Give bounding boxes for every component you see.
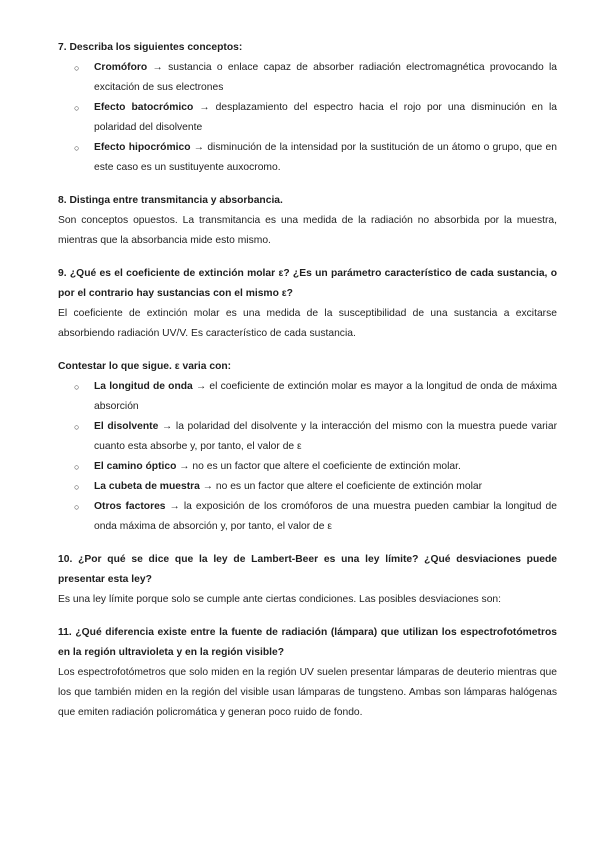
list-item (74, 457, 557, 477)
definition: → la exposición de los cromóforos de una muestra pueden cambiar la longitud de onda máxima de absorción y, por tanto, el valor de ε (94, 501, 557, 532)
question-11-answer: Los espectrofotómetros que solo miden en la región UV suelen presentar lámparas de deuterio mientras que los que también miden en la región del visible usan lámparas de tungsteno. Ambas son lámparas halógenas que emiten radiación policromática y generan poco ruido de fondo. (58, 667, 557, 718)
bullet-icon: ○ (74, 143, 80, 153)
list-item (74, 377, 558, 417)
term: El camino óptico (94, 461, 177, 472)
question-8 (58, 191, 557, 251)
question-8-title: 8. Distinga entre transmitancia y absorbancia. (58, 195, 283, 206)
list-item (74, 98, 558, 138)
question-10-answer: Es una ley límite porque solo se cumple ante ciertas condiciones. Las posibles desviaciones son: (58, 594, 502, 605)
definition: → sustancia o enlace capaz de absorber radiación electromagnética provocando la excitación de sus electrones (94, 62, 557, 93)
question-10 (58, 550, 557, 610)
definition: → no es un factor que altere el coeficiente de extinción molar (199, 481, 483, 492)
question-10-title: 10. ¿Por qué se dice que la ley de Lambert-Beer es una ley límite? ¿Qué desviaciones puede presentar esta ley? (58, 554, 557, 585)
bullet-icon: ○ (74, 482, 80, 492)
term: El disolvente (94, 421, 159, 432)
question-7 (58, 38, 557, 178)
question-9-title: 9. ¿Qué es el coeficiente de extinción molar ε? ¿Es un parámetro característico de cada sustancia, o por el contrario hay sustancias con el mismo ε? (58, 268, 557, 299)
definition: → el coeficiente de extinción molar es mayor a la longitud de onda de máxima absorción (94, 381, 558, 412)
definition: → desplazamiento del espectro hacia el rojo por una disminución en la polaridad del disolvente (94, 102, 558, 133)
list-item (74, 417, 557, 457)
question-11-title: 11. ¿Qué diferencia existe entre la fuente de radiación (lámpara) que utilizan los espectrofotómetros en la región ultravioleta y en la región visible? (58, 627, 557, 658)
contestar-list (58, 377, 557, 537)
definition: → la polaridad del disolvente y la interacción del mismo con la muestra puede variar cuanto esta absorbe y, por tanto, el valor de ε (94, 421, 557, 452)
term: La longitud de onda (94, 381, 193, 392)
bullet-icon: ○ (74, 502, 80, 512)
bullet-icon: ○ (74, 103, 80, 113)
definition: → no es un factor que altere el coeficiente de extinción molar. (176, 461, 461, 472)
question-9 (58, 264, 557, 344)
question-9-answer: El coeficiente de extinción molar es una medida de la susceptibilidad de una sustancia a excitarse absorbiendo radiación UV/V. Es característico de cada sustancia. (58, 308, 557, 339)
term: Otros factores (94, 501, 166, 512)
bullet-icon: ○ (74, 63, 80, 73)
term: Efecto hipocrómico (94, 142, 191, 153)
list-item (74, 477, 557, 497)
definition: → disminución de la intensidad por la sustitución de un átomo o grupo, que en este caso es un sustituyente auxocromo. (94, 142, 557, 173)
term: La cubeta de muestra (94, 481, 200, 492)
contestar-title: Contestar lo que sigue. ε varia con: (58, 361, 232, 372)
bullet-icon: ○ (74, 382, 80, 392)
contestar-section (58, 357, 557, 537)
term: Cromóforo (94, 62, 148, 73)
question-7-title: 7. Describa los siguientes conceptos: (58, 42, 243, 53)
list-item (74, 58, 557, 98)
question-11 (58, 623, 557, 723)
question-8-answer: Son conceptos opuestos. La transmitancia es una medida de la radiación no absorbida por la muestra, mientras que la absorbancia mide esto mismo. (58, 215, 557, 246)
term: Efecto batocrómico (94, 102, 194, 113)
list-item (74, 138, 557, 178)
question-7-list (58, 58, 557, 178)
bullet-icon: ○ (74, 462, 80, 472)
list-item (74, 497, 557, 537)
bullet-icon: ○ (74, 422, 80, 432)
